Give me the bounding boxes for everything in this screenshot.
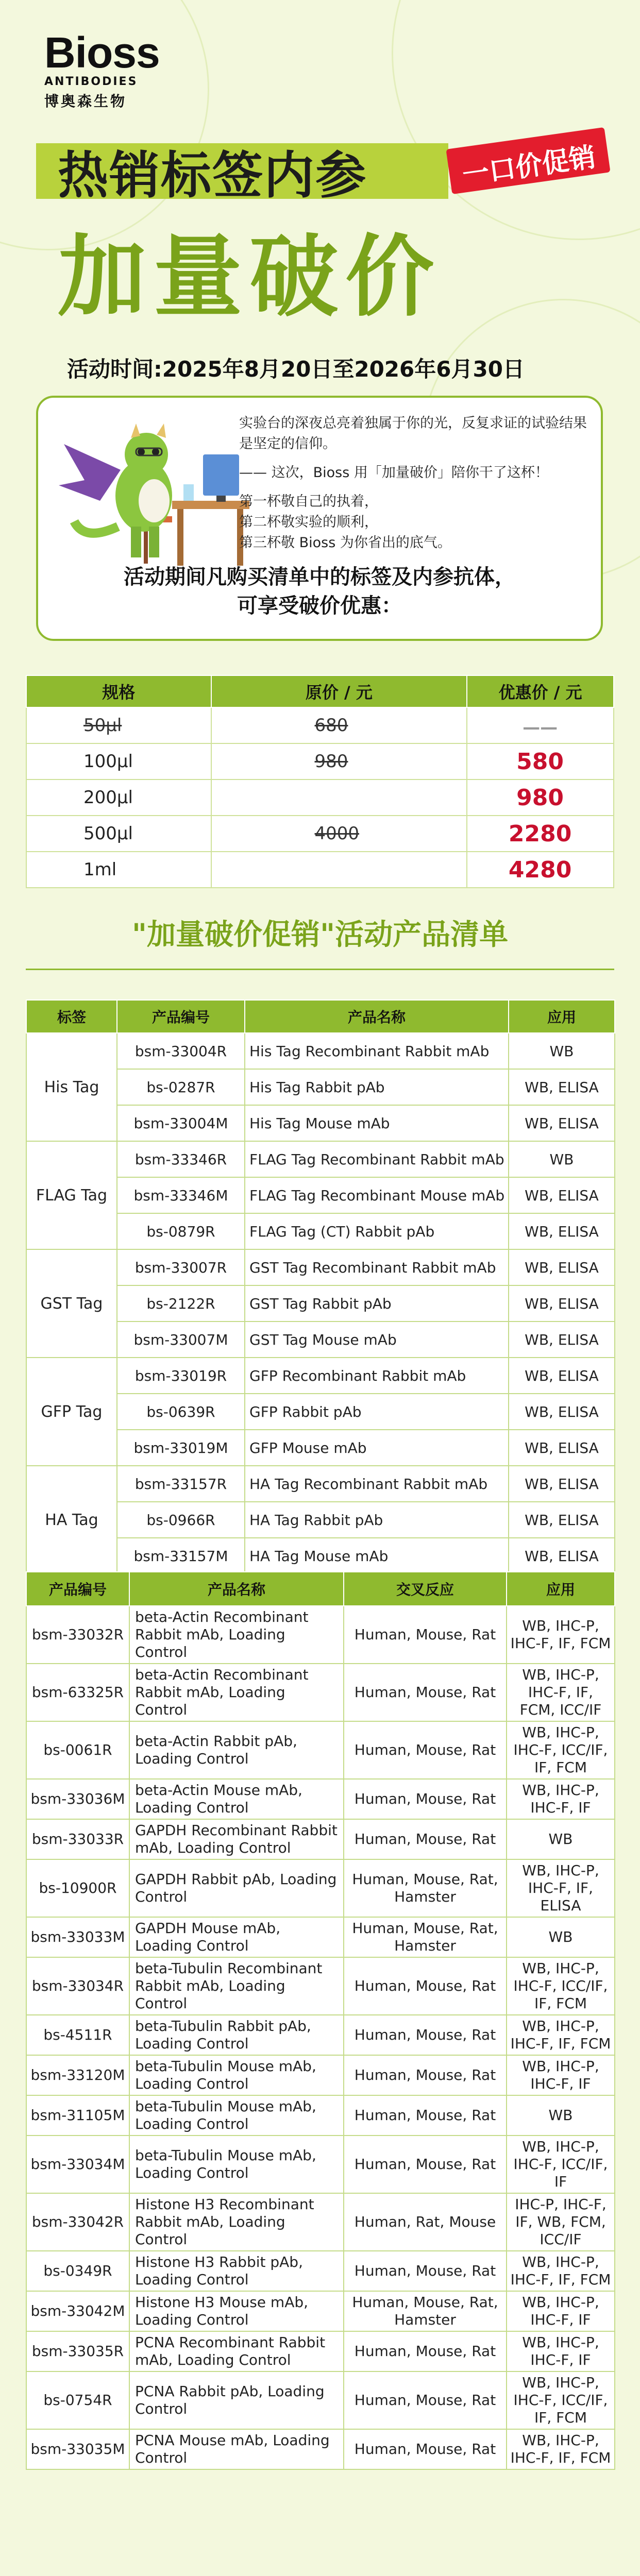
product-code-cell: bsm-33042M <box>26 2291 129 2331</box>
tag-group-cell: HA Tag <box>26 1466 117 1574</box>
offer-highlight-line: 可享受破价优惠： <box>237 594 402 618</box>
product-name-cell: Histone H3 Rabbit pAb, Loading Control <box>129 2251 344 2291</box>
lc-table-row <box>26 2291 615 2331</box>
intro-toast-line: 第二杯敬实验的顺利， <box>239 514 378 530</box>
application-cell: WB, IHC-P, IHC-F, ICC/IF, IF, FCM <box>507 1721 615 1779</box>
product-code-cell: bsm-33033M <box>26 1917 129 1957</box>
promo-badge-label: 一口价促销 <box>460 142 598 191</box>
price-promo: —— <box>523 717 558 738</box>
reactivity-cell: Human, Mouse, Rat, Hamster <box>344 1859 507 1917</box>
reactivity-cell: Human, Mouse, Rat <box>344 1819 507 1859</box>
reactivity-cell: Human, Rat, Mouse <box>344 2193 507 2251</box>
price-row <box>26 779 614 816</box>
product-code-cell: bs-0639R <box>117 1394 245 1430</box>
tag-antibody-table <box>26 999 615 1574</box>
product-name-cell: GAPDH Recombinant Rabbit mAb, Loading Control <box>129 1819 344 1859</box>
price-header-promo: 优惠价 / 元 <box>467 675 614 707</box>
lc-table-row <box>26 2331 615 2371</box>
product-code-cell: bsm-33346R <box>117 1141 245 1177</box>
lc-table-row <box>26 1664 615 1721</box>
lc-table-row <box>26 1917 615 1957</box>
tag-table-row <box>26 1466 615 1502</box>
price-header-spec: 规格 <box>26 675 211 707</box>
price-row <box>26 816 614 852</box>
price-original-cell <box>211 743 467 779</box>
application-cell: WB, IHC-P, IHC-F, IF <box>507 1779 615 1819</box>
price-spec-cell <box>26 816 211 852</box>
product-code-cell: bsm-33120M <box>26 2055 129 2095</box>
product-code-cell: bs-2122R <box>117 1285 245 1321</box>
price-spec: 50μl <box>83 715 122 736</box>
application-cell: WB, ELISA <box>509 1538 615 1574</box>
application-cell: IHC-P, IHC-F, IF, WB, FCM, ICC/IF <box>507 2193 615 2251</box>
product-list-title: "加量破价促销"活动产品清单 <box>131 918 509 952</box>
price-promo-cell <box>467 743 614 779</box>
tag-header-code: 产品编号 <box>117 1000 245 1033</box>
section-divider <box>26 969 614 970</box>
product-code-cell: bsm-33033R <box>26 1819 129 1859</box>
product-name-cell: FLAG Tag (CT) Rabbit pAb <box>245 1213 509 1249</box>
application-cell: WB <box>507 1819 615 1859</box>
product-code-cell: bsm-33007M <box>117 1321 245 1358</box>
product-name-cell: Histone H3 Mouse mAb, Loading Control <box>129 2291 344 2331</box>
product-name-cell: GAPDH Mouse mAb, Loading Control <box>129 1917 344 1957</box>
product-code-cell: bs-0966R <box>117 1502 245 1538</box>
lc-table-row <box>26 1721 615 1779</box>
price-promo-cell <box>467 852 614 888</box>
product-name-cell: His Tag Rabbit pAb <box>245 1069 509 1105</box>
tag-group-cell: His Tag <box>26 1033 117 1141</box>
price-spec-cell <box>26 852 211 888</box>
price-promo: 580 <box>516 748 564 775</box>
product-code-cell: bsm-31105M <box>26 2095 129 2136</box>
product-name-cell: beta-Tubulin Rabbit pAb, Loading Control <box>129 2015 344 2055</box>
hero-title: 热销标签内参 <box>58 146 367 205</box>
price-spec-cell <box>26 743 211 779</box>
product-code-cell: bsm-33032R <box>26 1606 129 1664</box>
product-code-cell: bsm-33007R <box>117 1249 245 1285</box>
price-promo: 980 <box>516 784 564 811</box>
lc-table-row <box>26 2371 615 2429</box>
tag-header-tag: 标签 <box>26 1000 117 1033</box>
price-original-cell <box>211 779 467 816</box>
application-cell: WB, IHC-P, IHC-F, ICC/IF, IF, FCM <box>507 1957 615 2015</box>
reactivity-cell: Human, Mouse, Rat, Hamster <box>344 2291 507 2331</box>
logo-wordmark: Bioss <box>44 28 160 77</box>
product-name-cell: GFP Recombinant Rabbit mAb <box>245 1358 509 1394</box>
intro-copy <box>239 413 590 553</box>
product-name-cell: beta-Tubulin Mouse mAb, Loading Control <box>129 2055 344 2095</box>
lc-table-row <box>26 2429 615 2469</box>
price-original: 680 <box>314 715 348 736</box>
reactivity-cell: Human, Mouse, Rat <box>344 1664 507 1721</box>
product-code-cell: bsm-33042R <box>26 2193 129 2251</box>
application-cell: WB, ELISA <box>509 1105 615 1141</box>
product-code-cell: bs-0349R <box>26 2251 129 2291</box>
price-row <box>26 743 614 779</box>
tag-header-application: 应用 <box>509 1000 615 1033</box>
product-name-cell: PCNA Recombinant Rabbit mAb, Loading Control <box>129 2331 344 2371</box>
application-cell: WB, ELISA <box>509 1502 615 1538</box>
reactivity-cell: Human, Mouse, Rat <box>344 1957 507 2015</box>
application-cell: WB, ELISA <box>509 1358 615 1394</box>
product-name-cell: beta-Tubulin Mouse mAb, Loading Control <box>129 2136 344 2193</box>
application-cell: WB, ELISA <box>509 1213 615 1249</box>
tag-header-name: 产品名称 <box>245 1000 509 1033</box>
product-code-cell: bs-0754R <box>26 2371 129 2429</box>
reactivity-cell: Human, Mouse, Rat <box>344 2331 507 2371</box>
price-promo-cell <box>467 707 614 743</box>
tag-group-cell: FLAG Tag <box>26 1141 117 1249</box>
reactivity-cell: Human, Mouse, Rat <box>344 2095 507 2136</box>
tag-group-cell: GFP Tag <box>26 1358 117 1466</box>
price-table <box>26 675 614 888</box>
lc-table-row <box>26 1779 615 1819</box>
intro-toast-line: 第一杯敬自己的执着， <box>239 494 378 510</box>
product-name-cell: FLAG Tag Recombinant Rabbit mAb <box>245 1141 509 1177</box>
lc-table-row <box>26 2136 615 2193</box>
product-name-cell: Histone H3 Recombinant Rabbit mAb, Loading Control <box>129 2193 344 2251</box>
tag-table-row <box>26 1141 615 1177</box>
product-code-cell: bs-0061R <box>26 1721 129 1779</box>
logo-chinese: 博奥森生物 <box>44 93 127 110</box>
product-code-cell: bs-0879R <box>117 1213 245 1249</box>
price-spec-cell <box>26 707 211 743</box>
lc-header-name: 产品名称 <box>129 1572 344 1606</box>
tag-group-cell: GST Tag <box>26 1249 117 1358</box>
lc-table-row <box>26 2095 615 2136</box>
reactivity-cell: Human, Mouse, Rat <box>344 2136 507 2193</box>
product-name-cell: FLAG Tag Recombinant Mouse mAb <box>245 1177 509 1213</box>
lc-table-row <box>26 1606 615 1664</box>
reactivity-cell: Human, Mouse, Rat <box>344 2015 507 2055</box>
price-spec: 500μl <box>83 823 133 844</box>
price-promo: 2280 <box>508 820 572 847</box>
product-name-cell: PCNA Mouse mAb, Loading Control <box>129 2429 344 2469</box>
reactivity-cell: Human, Mouse, Rat <box>344 2055 507 2095</box>
loading-control-table <box>26 1571 615 2470</box>
price-row <box>26 707 614 743</box>
tag-table-row <box>26 1249 615 1285</box>
price-promo-cell <box>467 816 614 852</box>
application-cell: WB, ELISA <box>509 1177 615 1213</box>
intro-paragraph: 实验台的深夜总亮着独属于你的光，反复求证的试验结果是坚定的信仰。 <box>239 415 587 452</box>
tag-table-row <box>26 1358 615 1394</box>
product-name-cell: His Tag Mouse mAb <box>245 1105 509 1141</box>
application-cell: WB, IHC-P, IHC-F, ICC/IF, IF, FCM <box>507 2371 615 2429</box>
product-code-cell: bsm-33019R <box>117 1358 245 1394</box>
product-code-cell: bsm-63325R <box>26 1664 129 1721</box>
application-cell: WB, ELISA <box>509 1321 615 1358</box>
product-code-cell: bsm-33035M <box>26 2429 129 2469</box>
product-code-cell: bs-10900R <box>26 1859 129 1917</box>
reactivity-cell: Human, Mouse, Rat <box>344 1606 507 1664</box>
application-cell: WB <box>507 2095 615 2136</box>
application-cell: WB <box>509 1033 615 1069</box>
product-code-cell: bsm-33019M <box>117 1430 245 1466</box>
lc-table-row <box>26 2015 615 2055</box>
reactivity-cell: Human, Mouse, Rat <box>344 1721 507 1779</box>
product-name-cell: beta-Actin Recombinant Rabbit mAb, Loading Control <box>129 1664 344 1721</box>
application-cell: WB, IHC-P, IHC-F, IF <box>507 2331 615 2371</box>
application-cell: WB, IHC-P, IHC-F, IF, FCM <box>507 2251 615 2291</box>
price-row <box>26 852 614 888</box>
application-cell: WB, IHC-P, IHC-F, IF <box>507 2055 615 2095</box>
hero-headline: 加量破价 <box>58 225 441 329</box>
product-name-cell: HA Tag Rabbit pAb <box>245 1502 509 1538</box>
application-cell: WB, ELISA <box>509 1430 615 1466</box>
reactivity-cell: Human, Mouse, Rat <box>344 2429 507 2469</box>
application-cell: WB, IHC-P, IHC-F, IF, FCM <box>507 2429 615 2469</box>
reactivity-cell: Human, Mouse, Rat, Hamster <box>344 1917 507 1957</box>
application-cell: WB, IHC-P, IHC-F, IF, FCM <box>507 2015 615 2055</box>
logo-subtitle: ANTIBODIES <box>44 75 138 88</box>
price-spec-cell <box>26 779 211 816</box>
product-name-cell: beta-Actin Rabbit pAb, Loading Control <box>129 1721 344 1779</box>
price-original-cell <box>211 852 467 888</box>
campaign-period: 活动时间:2025年8月20日至2026年6月30日 <box>67 357 525 382</box>
lc-header-code: 产品编号 <box>26 1572 129 1606</box>
reactivity-cell: Human, Mouse, Rat <box>344 1779 507 1819</box>
product-name-cell: beta-Tubulin Mouse mAb, Loading Control <box>129 2095 344 2136</box>
application-cell: WB <box>509 1141 615 1177</box>
application-cell: WB <box>507 1917 615 1957</box>
product-name-cell: HA Tag Mouse mAb <box>245 1538 509 1574</box>
price-original: 980 <box>314 751 348 772</box>
application-cell: WB, ELISA <box>509 1249 615 1285</box>
offer-highlight-line: 活动期间凡购买清单中的标签及内参抗体， <box>124 565 515 589</box>
price-promo-cell <box>467 779 614 816</box>
lc-table-row <box>26 1859 615 1917</box>
intro-card <box>36 396 603 641</box>
price-spec: 1ml <box>83 859 117 880</box>
product-code-cell: bsm-33346M <box>117 1177 245 1213</box>
product-code-cell: bsm-33004R <box>117 1033 245 1069</box>
application-cell: WB, IHC-P, IHC-F, ICC/IF, IF <box>507 2136 615 2193</box>
product-name-cell: GAPDH Rabbit pAb, Loading Control <box>129 1859 344 1917</box>
lc-table-row <box>26 2193 615 2251</box>
application-cell: WB, ELISA <box>509 1285 615 1321</box>
application-cell: WB, ELISA <box>509 1069 615 1105</box>
product-name-cell: HA Tag Recombinant Rabbit mAb <box>245 1466 509 1502</box>
product-name-cell: beta-Actin Mouse mAb, Loading Control <box>129 1779 344 1819</box>
price-original-cell <box>211 707 467 743</box>
product-name-cell: GST Tag Recombinant Rabbit mAb <box>245 1249 509 1285</box>
lc-header-application: 应用 <box>507 1572 615 1606</box>
product-name-cell: GFP Mouse mAb <box>245 1430 509 1466</box>
dragon-mascot-illustration <box>54 423 270 578</box>
application-cell: WB, ELISA <box>509 1394 615 1430</box>
product-name-cell: GFP Rabbit pAb <box>245 1394 509 1430</box>
product-code-cell: bsm-33035R <box>26 2331 129 2371</box>
product-code-cell: bsm-33034M <box>26 2136 129 2193</box>
decor-circle <box>392 0 640 240</box>
lc-header-reactivity: 交叉反应 <box>344 1572 507 1606</box>
application-cell: WB, IHC-P, IHC-F, IF <box>507 2291 615 2331</box>
product-code-cell: bsm-33157M <box>117 1538 245 1574</box>
price-spec: 200μl <box>83 787 133 808</box>
application-cell: WB, IHC-P, IHC-F, IF, FCM, ICC/IF <box>507 1664 615 1721</box>
lc-table-row <box>26 2251 615 2291</box>
product-code-cell: bsm-33034R <box>26 1957 129 2015</box>
price-original: 4000 <box>314 823 360 844</box>
product-code-cell: bs-4511R <box>26 2015 129 2055</box>
price-header-original: 原价 / 元 <box>211 675 467 707</box>
intro-paragraph: —— 这次，Bioss 用「加量破价」陪你干了这杯！ <box>239 465 549 481</box>
application-cell: WB, IHC-P, IHC-F, IF, FCM <box>507 1606 615 1664</box>
product-name-cell: GST Tag Rabbit pAb <box>245 1285 509 1321</box>
product-name-cell: PCNA Rabbit pAb, Loading Control <box>129 2371 344 2429</box>
lc-table-row <box>26 1957 615 2015</box>
lc-table-row <box>26 2055 615 2095</box>
lc-table-row <box>26 1819 615 1859</box>
product-name-cell: GST Tag Mouse mAb <box>245 1321 509 1358</box>
application-cell: WB, IHC-P, IHC-F, IF, ELISA <box>507 1859 615 1917</box>
product-code-cell: bs-0287R <box>117 1069 245 1105</box>
product-code-cell: bsm-33157R <box>117 1466 245 1502</box>
product-code-cell: bsm-33004M <box>117 1105 245 1141</box>
product-name-cell: beta-Tubulin Recombinant Rabbit mAb, Loading Control <box>129 1957 344 2015</box>
product-code-cell: bsm-33036M <box>26 1779 129 1819</box>
application-cell: WB, ELISA <box>509 1466 615 1502</box>
reactivity-cell: Human, Mouse, Rat <box>344 2371 507 2429</box>
tag-table-row <box>26 1033 615 1069</box>
price-promo: 4280 <box>508 856 572 883</box>
product-name-cell: beta-Actin Recombinant Rabbit mAb, Loading Control <box>129 1606 344 1664</box>
intro-toast-line: 第三杯敬 Bioss 为你省出的底气。 <box>239 535 451 551</box>
price-spec: 100μl <box>83 751 133 772</box>
brand-logo <box>44 28 160 111</box>
product-name-cell: His Tag Recombinant Rabbit mAb <box>245 1033 509 1069</box>
offer-highlight <box>38 563 601 620</box>
price-original-cell <box>211 816 467 852</box>
reactivity-cell: Human, Mouse, Rat <box>344 2251 507 2291</box>
